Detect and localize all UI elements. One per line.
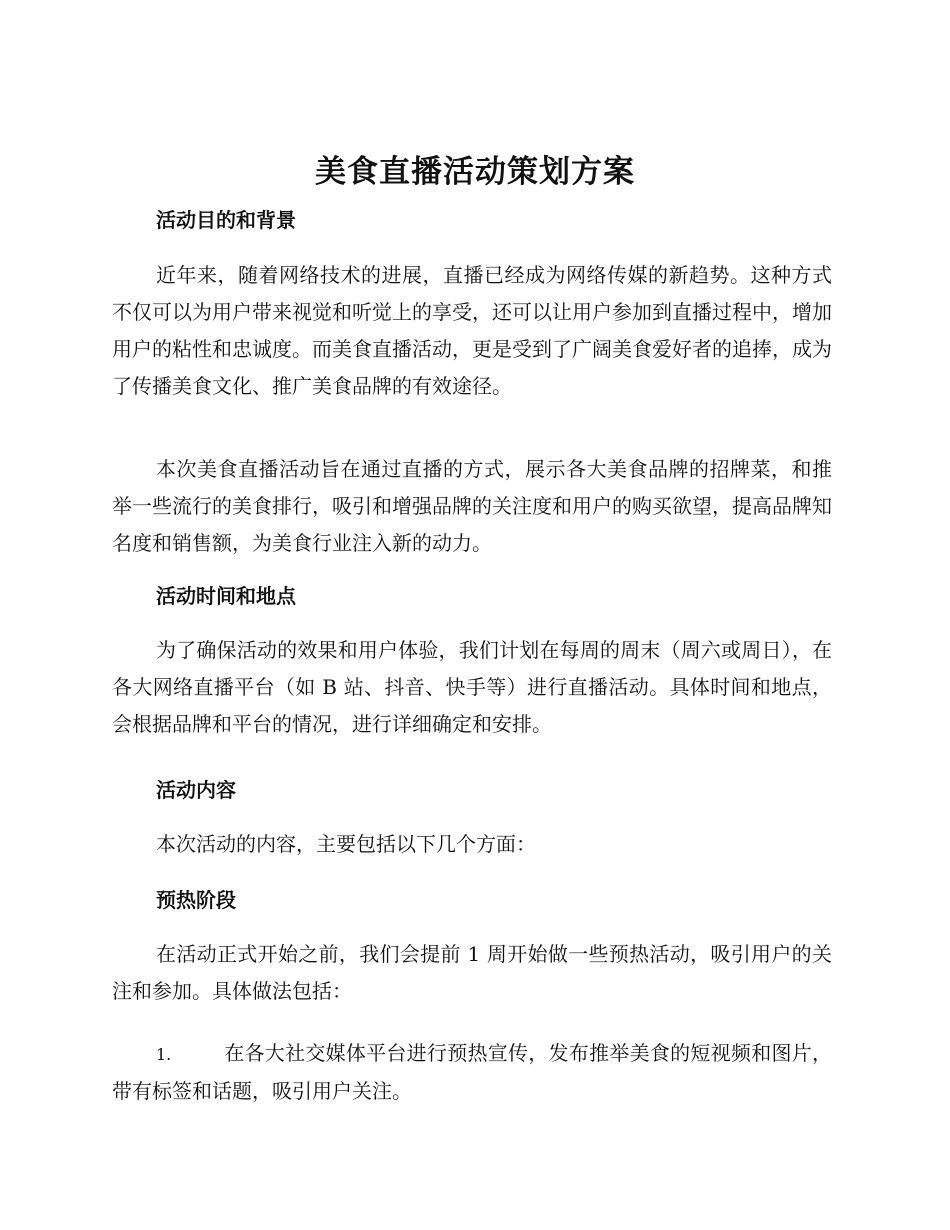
list-item-number: 1. <box>156 1045 172 1064</box>
paragraph-goal: 本次美食直播活动旨在通过直播的方式，展示各大美食品牌的招牌菜，和推举一些流行的美食排行，吸引和增强品牌的关注度和用户的购买欲望，提高品牌知名度和销售额，为美食行业注入新的动力。 <box>112 457 832 555</box>
list-item <box>112 1035 832 1110</box>
section-heading-warmup: 预热阶段 <box>156 888 236 912</box>
paragraph-content-intro: 本次活动的内容，主要包括以下几个方面： <box>156 832 536 856</box>
paragraph-background: 近年来，随着网络技术的进展，直播已经成为网络传媒的新趋势。这种方式不仅可以为用户带来视觉和听觉上的享受，还可以让用户参加到直播过程中，增加用户的粘性和忠诚度。而美食直播活动，更是受到了广阔美食爱好者的追捧，成为了传播美食文化、推广美食品牌的有效途径。 <box>112 263 832 398</box>
section-heading-time-place: 活动时间和地点 <box>156 584 296 608</box>
paragraph-time-place: 为了确保活动的效果和用户体验，我们计划在每周的周末（周六或周日），在各大网络直播平台（如 B 站、抖音、快手等）进行直播活动。具体时间和地点，会根据品牌和平台的情况，进行详细确定和安排。 <box>112 638 832 736</box>
section-heading-purpose: 活动目的和背景 <box>156 208 296 232</box>
document-title: 美食直播活动策划方案 <box>315 154 635 190</box>
section-heading-content: 活动内容 <box>156 778 236 802</box>
list-item-text: 在各大社交媒体平台进行预热宣传，发布推举美食的短视频和图片，带有标签和话题，吸引用户关注。 <box>112 1041 832 1103</box>
paragraph-warmup: 在活动正式开始之前，我们会提前 1 周开始做一些预热活动，吸引用户的关注和参加。具体做法包括： <box>112 942 832 1003</box>
